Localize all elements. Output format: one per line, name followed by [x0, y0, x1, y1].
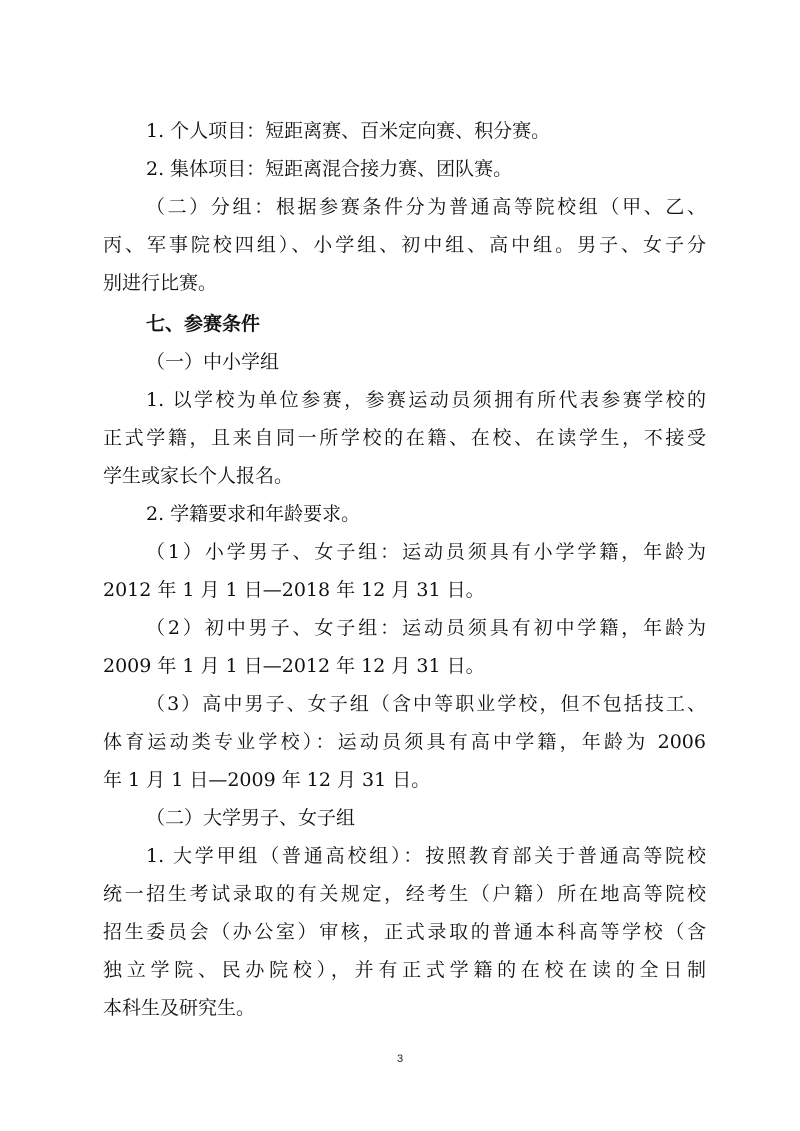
paragraph-grouping-line-1: （二）分组：根据参赛条件分为普通高等院校组（甲、乙、 — [146, 196, 706, 218]
paragraph-university-a-line-1: 1. 大学甲组（普通高校组）：按照教育部关于普通高等院校 — [146, 845, 706, 867]
paragraph-school-entry-line-3: 学生或家长个人报名。 — [103, 465, 294, 487]
page-number: 3 — [396, 1053, 404, 1065]
subsection-heading-university-groups: （二）大学男子、女子组 — [146, 807, 356, 829]
paragraph-senior-group-line-2: 体育运动类专业学校）：运动员须具有高中学籍，年龄为 2006 — [103, 731, 706, 753]
paragraph-senior-group-line-1: （3）高中男子、女子组（含中等职业学校，但不包括技工、 — [146, 693, 706, 715]
list-item-team-events: 2. 集体项目：短距离混合接力赛、团队赛。 — [146, 158, 513, 180]
paragraph-primary-group-line-2: 2012 年 1 月 1 日—2018 年 12 月 31 日。 — [103, 579, 485, 601]
paragraph-university-a-line-3: 招生委员会（办公室）审核，正式录取的普通本科高等学校（含 — [103, 921, 706, 943]
paragraph-university-a-line-2: 统一招生考试录取的有关规定，经考生（户籍）所在地高等院校 — [103, 883, 706, 905]
paragraph-junior-group-line-1: （2）初中男子、女子组：运动员须具有初中学籍，年龄为 — [146, 617, 706, 639]
paragraph-junior-group-line-2: 2009 年 1 月 1 日—2012 年 12 月 31 日。 — [103, 655, 485, 677]
list-item-status-age-requirements: 2. 学籍要求和年龄要求。 — [146, 503, 361, 525]
paragraph-university-a-line-4: 独立学院、民办院校），并有正式学籍的在校在读的全日制 — [103, 959, 706, 981]
subsection-heading-primary-secondary: （一）中小学组 — [146, 351, 280, 373]
paragraph-grouping-line-3: 别进行比赛。 — [103, 272, 218, 294]
paragraph-school-entry-line-1: 1. 以学校为单位参赛，参赛运动员须拥有所代表参赛学校的 — [146, 389, 706, 411]
paragraph-grouping-line-2: 丙、军事院校四组）、小学组、初中组、高中组。男子、女子分 — [103, 234, 706, 256]
paragraph-university-a-line-5: 本科生及研究生。 — [103, 997, 256, 1019]
section-heading-participation-conditions: 七、参赛条件 — [146, 313, 261, 335]
list-item-individual-events: 1. 个人项目：短距离赛、百米定向赛、积分赛。 — [146, 120, 551, 142]
paragraph-senior-group-line-3: 年 1 月 1 日—2009 年 12 月 31 日。 — [103, 769, 431, 791]
paragraph-primary-group-line-1: （1）小学男子、女子组：运动员须具有小学学籍，年龄为 — [146, 541, 706, 563]
paragraph-school-entry-line-2: 正式学籍，且来自同一所学校的在籍、在校、在读学生，不接受 — [103, 427, 706, 449]
